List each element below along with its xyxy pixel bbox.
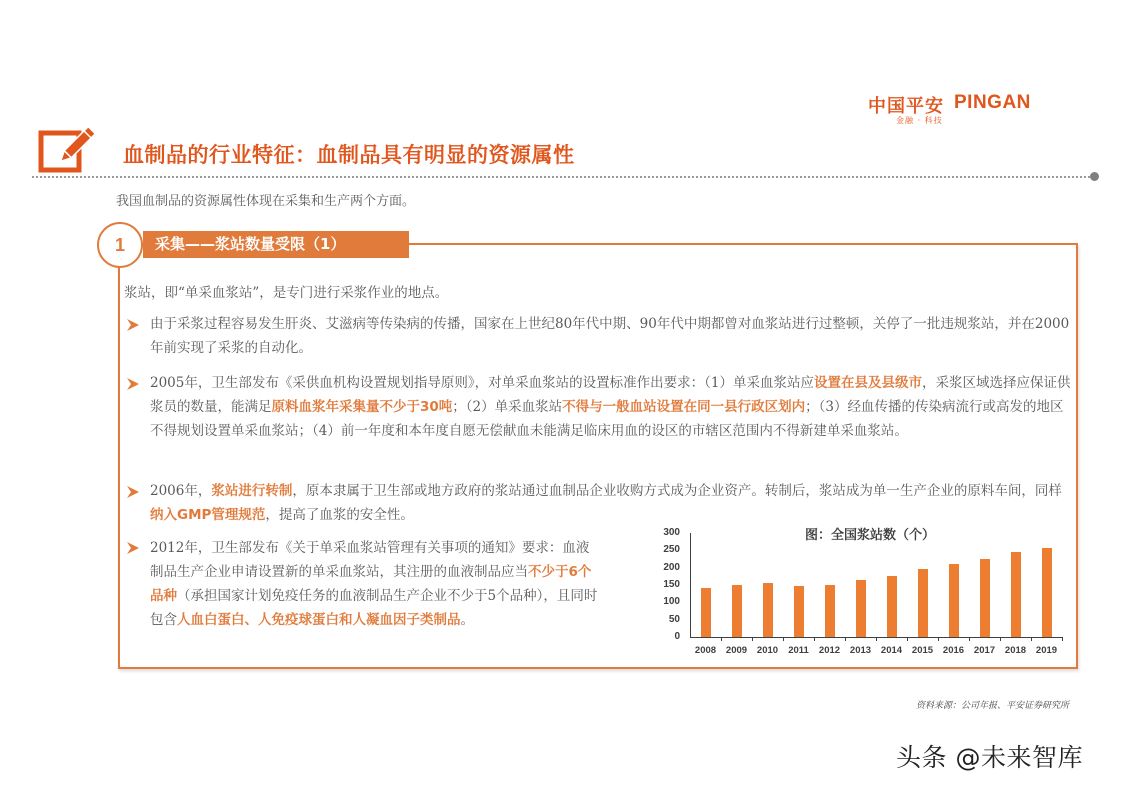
y-tick-label: 300 — [663, 527, 680, 538]
body-text: 2005年，卫生部发布《采供血机构设置规划指导原则》，对单采血浆站的设置标准作出要求：（1）单采血浆站应 — [150, 375, 814, 391]
x-tick-label: 2016 — [942, 645, 965, 656]
bar-2016 — [949, 564, 959, 637]
x-tick-label: 2011 — [788, 645, 809, 656]
title-divider — [32, 176, 1094, 178]
pingan-logo — [868, 92, 1098, 128]
highlight-text: 不少于6个品种 — [150, 564, 592, 604]
bar-2013 — [856, 580, 866, 637]
x-tick — [938, 637, 939, 641]
x-tick-label: 2009 — [725, 645, 748, 656]
y-tick-label: 0 — [674, 631, 680, 642]
y-tick-label: 150 — [663, 579, 680, 590]
logo-tagline: 金融 · 科技 — [896, 116, 943, 125]
y-tick-label: 100 — [663, 596, 680, 608]
x-tick — [876, 637, 877, 641]
section-label: 采集——浆站数量受限（1） — [143, 231, 409, 258]
x-tick — [783, 637, 784, 641]
x-tick-label: 2014 — [880, 645, 903, 656]
highlight-text: 纳入GMP管理规范 — [150, 507, 266, 523]
arrow-bullet-icon — [126, 317, 140, 331]
highlight-text: 不得与一般血站设置在同一县行政区划内 — [562, 399, 806, 415]
arrow-bullet-icon — [126, 484, 140, 498]
x-tick — [1000, 637, 1001, 641]
x-tick-label: 2019 — [1035, 645, 1058, 656]
y-tick-label: 50 — [668, 613, 680, 625]
x-tick-label: 2013 — [849, 645, 872, 656]
watermark: 头条 @未来智库 — [896, 743, 1083, 772]
logo-chinese: 中国平安 — [868, 96, 944, 117]
bullet-2005-guideline — [150, 371, 1072, 443]
y-tick-label: 200 — [663, 561, 680, 573]
bar-2009 — [732, 585, 742, 637]
body-text: 。 — [460, 612, 474, 628]
bar-2015 — [918, 569, 928, 637]
bar-2008 — [701, 588, 711, 637]
x-tick — [907, 637, 908, 641]
x-tick-label: 2017 — [973, 645, 996, 656]
y-axis — [690, 533, 691, 637]
x-tick-label: 2018 — [1004, 645, 1027, 656]
bar-2019 — [1042, 548, 1052, 637]
bar-2017 — [980, 559, 990, 637]
page-title: 血制品的行业特征：血制品具有明显的资源属性 — [123, 143, 575, 167]
edit-pencil-icon — [38, 128, 96, 174]
body-text: （承担国家计划免疫任务的血液制品生产企业不少于5个品种），且同时包含 — [150, 588, 598, 628]
bar-2018 — [1011, 552, 1021, 637]
arrow-bullet-icon — [126, 540, 140, 554]
highlight-text: 设置在县及县级市 — [813, 375, 922, 391]
highlight-text: 原料血浆年采集量不少于30吨 — [271, 399, 453, 415]
bar-2011 — [794, 586, 804, 637]
x-tick — [1031, 637, 1032, 641]
x-tick-label: 2015 — [911, 645, 934, 656]
body-text: ；（3）经血传播的传染病流行或高发的地区不得规划设置单采血浆站；（4）前一年度和本年度自愿无偿献血未能满足临床用血的设区的市辖区范围内不得新建单采血浆站。 — [150, 399, 1064, 439]
divider-end-dot — [1090, 172, 1099, 181]
section-number-badge: 1 — [97, 222, 143, 268]
intro-text: 我国血制品的资源属性体现在采集和生产两个方面。 — [116, 194, 416, 209]
body-text: 2012年，卫生部发布《关于单采血浆站管理有关事项的通知》要求：血液制品生产企业申请设置新的单采血浆站，其注册的血液制品应当 — [150, 540, 590, 580]
body-text: 由于采浆过程容易发生肝炎、艾滋病等传染病的传播，国家在上世纪80年代中期、90年代中期都曾对血浆站进行过整顿，关停了一批违规浆站，并在2000年前实现了采浆的自动化。 — [150, 316, 1070, 356]
plasma-station-chart — [650, 518, 1070, 663]
x-tick-label: 2010 — [756, 645, 779, 656]
bullet-2012-notice — [150, 536, 600, 632]
logo-english: PINGAN — [954, 92, 1031, 113]
bar-2012 — [825, 585, 835, 637]
body-text: ，采浆区域选择应保证供浆员的数量，能满足 — [150, 375, 1071, 415]
source-note: 资料来源：公司年报、平安证券研究所 — [916, 701, 1070, 711]
x-tick — [814, 637, 815, 641]
x-tick — [969, 637, 970, 641]
x-tick-label: 2012 — [818, 645, 841, 656]
bar-2014 — [887, 576, 897, 637]
highlight-text: 浆站进行转制 — [211, 483, 293, 499]
body-text: ，原本隶属于卫生部或地方政府的浆站通过血制品企业收购方式成为企业资产。转制后，浆站成为单一生产企业的原料车间，同样 — [292, 483, 1062, 499]
highlight-text: 人血白蛋白、人免疫球蛋白和人凝血因子类制品 — [177, 612, 461, 628]
y-tick-label: 250 — [663, 544, 680, 556]
x-tick — [752, 637, 753, 641]
body-text: ，提高了血浆的安全性。 — [265, 507, 414, 523]
x-tick — [845, 637, 846, 641]
x-tick-label: 2008 — [694, 645, 717, 656]
body-text: ；（2）单采血浆站 — [452, 399, 563, 415]
arrow-bullet-icon — [126, 376, 140, 390]
section-lead: 浆站，即“单采血浆站”，是专门进行采浆作业的地点。 — [124, 285, 449, 301]
bullet-1980s-rectification — [150, 312, 1072, 360]
body-text: 2006年， — [150, 483, 212, 499]
bar-2010 — [763, 583, 773, 637]
x-tick — [721, 637, 722, 641]
chart-title: 图：全国浆站数（个） — [805, 528, 936, 543]
x-tick — [1062, 637, 1063, 641]
